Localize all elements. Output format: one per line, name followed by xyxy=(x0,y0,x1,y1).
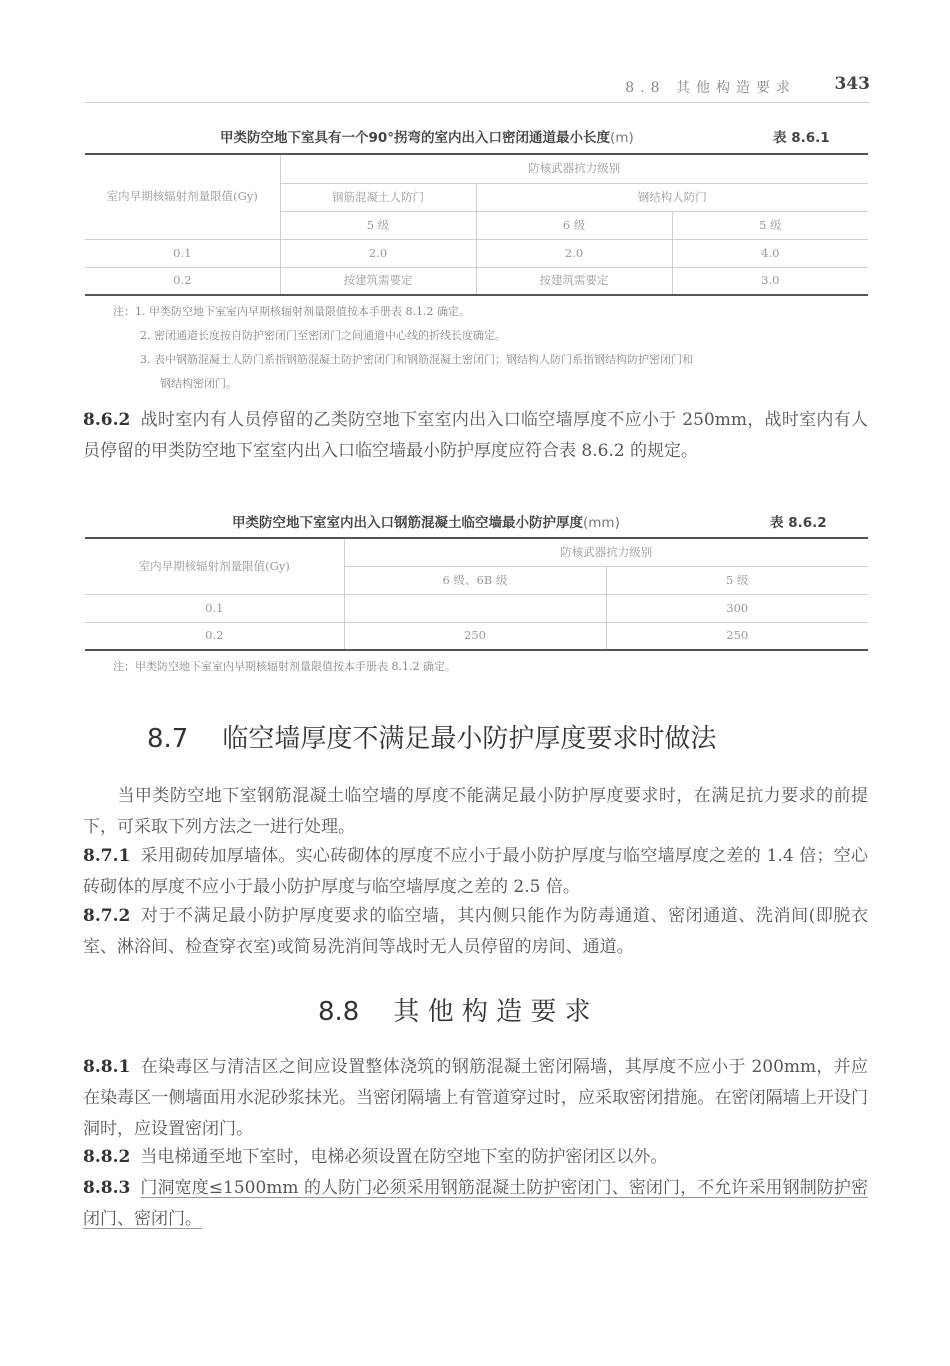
table-row xyxy=(85,622,868,650)
running-header xyxy=(85,72,870,103)
table1-cell: 按建筑需要定 xyxy=(280,267,476,295)
table2-cell-dose: 0.2 xyxy=(85,622,344,650)
section-number: 8.8 xyxy=(318,997,360,1027)
table1-cell-dose: 0.2 xyxy=(85,267,280,295)
section-title: 其 他 构 造 要 求 xyxy=(393,997,591,1027)
clause-number: 8.6.2 xyxy=(83,410,131,430)
page-number: 343 xyxy=(834,74,870,94)
clause-number: 8.8.2 xyxy=(83,1147,131,1167)
clause-text: 在染毒区与清洁区之间应设置整体浇筑的钢筋混凝土密闭隔墙，其厚度不应小于 200mm，并应在染毒区一侧墙面用水泥砂浆抹光。当密闭隔墙上有管道穿过时，应采取密闭措施。在密闭隔墙上开设门洞时，应设置密闭门。 xyxy=(83,1057,868,1139)
table2-row-header: 室内早期核辐射剂量限值(Gy) xyxy=(85,538,344,594)
table2-cell: 250 xyxy=(606,622,868,650)
table2-cell: 300 xyxy=(606,594,868,622)
table1-col-rc-door: 钢筋混凝土人防门 xyxy=(280,183,476,211)
clause-number: 8.7.1 xyxy=(83,846,131,866)
table2-caption-text: 甲类防空地下室室内出入口钢筋混凝土临空墙最小防护厚度 xyxy=(232,515,583,531)
table1-cell: 2.0 xyxy=(476,239,672,267)
clause-text: 采用砌砖加厚墙体。实心砖砌体的厚度不应小于最小防护厚度与临空墙厚度之差的 1.4 倍；空心砖砌体的厚度不应小于最小防护厚度与临空墙厚度之差的 2.5 倍。 xyxy=(83,846,868,897)
table1-caption-unit: (m) xyxy=(610,130,634,146)
table1-cell: 按建筑需要定 xyxy=(476,267,672,295)
clause-text: 对于不满足最小防护厚度要求的临空墙，其内侧只能作为防毒通道、密闭通道、洗消间(即脱衣室、淋浴间、检查穿衣室)或简易洗消间等战时无人员停留的房间、通道。 xyxy=(83,906,868,957)
table1-caption xyxy=(220,126,634,146)
table2-cell xyxy=(344,594,606,622)
paragraph-8-6-2 xyxy=(83,405,868,467)
table-row xyxy=(85,594,868,622)
table1-level-c: 5 级 xyxy=(672,211,868,239)
table2-level-b: 5 级 xyxy=(606,566,868,594)
paragraph-8-8-1 xyxy=(83,1052,868,1145)
table2-group-header: 防核武器抗力级别 xyxy=(344,538,868,566)
table-row xyxy=(85,267,868,295)
paragraph-8-7-intro xyxy=(83,781,868,843)
table1-number: 表 8.6.1 xyxy=(773,130,830,146)
table1-cell: 2.0 xyxy=(280,239,476,267)
clause-number: 8.7.2 xyxy=(83,906,131,926)
table1-note-3-cont: 钢结构密闭门。 xyxy=(160,377,237,390)
table-8-6-2 xyxy=(85,537,868,651)
table1-group-header: 防核武器抗力级别 xyxy=(280,154,868,183)
table1-cell: 4.0 xyxy=(672,239,868,267)
section-heading-8-7 xyxy=(147,718,716,755)
table-8-6-1 xyxy=(85,153,868,296)
clause-number: 8.8.1 xyxy=(83,1057,131,1077)
table1-cell-dose: 0.1 xyxy=(85,239,280,267)
table2-caption-unit: (mm) xyxy=(583,515,620,531)
paragraph-8-8-2 xyxy=(83,1142,868,1173)
table1-level-b: 6 级 xyxy=(476,211,672,239)
header-section-title: 8.8 其他构造要求 xyxy=(625,80,796,96)
paragraph-8-7-1 xyxy=(83,841,868,903)
table1-cell: 3.0 xyxy=(672,267,868,295)
table1-note-1: 注：1. 甲类防空地下室室内早期核辐射剂量限值按本手册表 8.1.2 确定。 xyxy=(113,305,470,318)
section-number: 8.7 xyxy=(147,724,189,754)
table2-note: 注：甲类防空地下室室内早期核辐射剂量限值按本手册表 8.1.2 确定。 xyxy=(113,660,456,673)
clause-number: 8.8.3 xyxy=(83,1178,131,1198)
section-heading-8-8 xyxy=(318,991,591,1028)
table2-level-a: 6 级、6B 级 xyxy=(344,566,606,594)
table1-note-3: 3. 表中钢筋混凝土人防门系指钢筋混凝土防护密闭门和钢筋混凝土密闭门；钢结构人防门系指钢结构防护密闭门和 xyxy=(140,353,693,366)
table1-note-2: 2. 密闭通道长度按自防护密闭门至密闭门之间通道中心线的折线长度确定。 xyxy=(140,329,506,342)
table2-number: 表 8.6.2 xyxy=(770,515,827,531)
clause-text: 战时室内有人员停留的乙类防空地下室室内出入口临空墙厚度不应小于 250mm，战时室内有人员停留的甲类防空地下室室内出入口临空墙最小防护厚度应符合表 8.6.2 的规定。 xyxy=(83,410,868,461)
paragraph-8-8-3 xyxy=(83,1173,868,1235)
table2-cell-dose: 0.1 xyxy=(85,594,344,622)
clause-text-underlined: 门洞宽度≤1500mm 的人防门必须采用钢筋混凝土防护密闭门、密闭门，不允许采用钢制防护密闭门、密闭门。 xyxy=(83,1178,868,1229)
table-row xyxy=(85,239,868,267)
table2-caption xyxy=(232,511,620,531)
paragraph-8-7-2 xyxy=(83,901,868,963)
table1-level-a: 5 级 xyxy=(280,211,476,239)
table1-col-steel-door: 钢结构人防门 xyxy=(476,183,868,211)
section-title: 临空墙厚度不满足最小防护厚度要求时做法 xyxy=(222,724,717,754)
table1-row-header: 室内早期核辐射剂量限值(Gy) xyxy=(85,154,280,239)
table2-cell: 250 xyxy=(344,622,606,650)
paragraph-text: 当甲类防空地下室钢筋混凝土临空墙的厚度不能满足最小防护厚度要求时，在满足抗力要求的前提下，可采取下列方法之一进行处理。 xyxy=(83,786,868,837)
clause-text: 当电梯通至地下室时，电梯必须设置在防空地下室的防护密闭区以外。 xyxy=(140,1147,668,1167)
table1-caption-text: 甲类防空地下室具有一个90°拐弯的室内出入口密闭通道最小长度 xyxy=(220,130,611,146)
